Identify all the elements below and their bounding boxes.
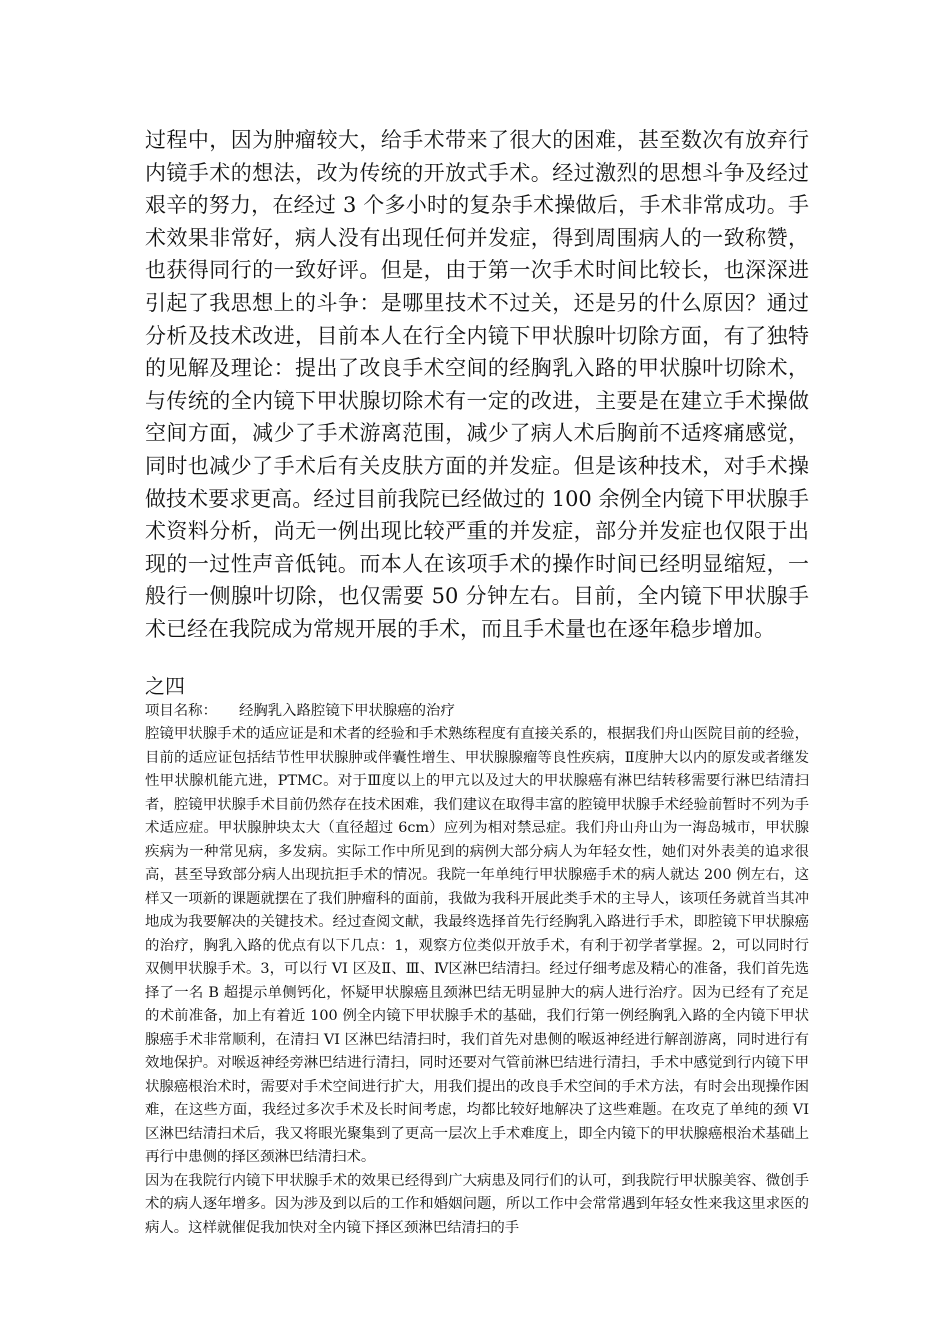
section-heading: 之四 (145, 673, 185, 698)
document-body (145, 124, 809, 1240)
body-paragraph-1: 腔镜甲状腺手术的适应证是和术者的经验和手术熟练程度有直接关系的，根据我们舟山医院目前的经验，目前的适应证包括结节性甲状腺肿或伴囊性增生、甲状腺腺瘤等良性疾病，Ⅱ度肿大以内的原发或者继发性甲状腺机能亢进，PTMC。对于Ⅲ度以上的甲亢以及过大的甲状腺癌有淋巴结转移需要行淋巴结清扫者，腔镜甲状腺手术目前仍然存在技术困难，我们建议在取得丰富的腔镜甲状腺手术经验前暂时不列为手术适应症。甲状腺肿块太大（直径超过 6cm）应列为相对禁忌症。我们舟山舟山为一海岛城市，甲状腺疾病为一种常见病，多发病。实际工作中所见到的病例大部分病人为年轻女性，她们对外表美的追求很高，甚至导致部分病人出现抗拒手术的情况。我院一年单纯行甲状腺癌手术的病人就达 200 例左右，这样又一项新的课题就摆在了我们肿瘤科的面前，我做为我科开展此类手术的主导人，该项任务就首当其冲地成为我要解决的关键技术。经过查阅文献，我最终选择首先行经胸乳入路进行手术，即腔镜下甲状腺癌的治疗，胸乳入路的优点有以下几点：1，观察方位类似开放手术，有利于初学者掌握。2，可以同时行双侧甲状腺手术。3，可以行 VI 区及Ⅱ、Ⅲ、Ⅳ区淋巴结清扫。经过仔细考虑及精心的准备，我们首先选择了一名 B 超提示单侧钙化，怀疑甲状腺癌且颈淋巴结无明显肿大的病人进行治疗。因为已经有了充足的术前准备，加上有着近 100 例全内镜下甲状腺手术的基础，我们行第一例经胸乳入路的全内镜下甲状腺癌手术非常顺利，在清扫 VI 区淋巴结清扫时，我们首先对患侧的喉返神经进行解剖游离，同时进行有效地保护。对喉返神经旁淋巴结进行清扫，同时还要对气管前淋巴结进行清扫，手术中感觉到行内镜下甲状腺癌根治术时，需要对手术空间进行扩大，用我们提出的改良手术空间的手术方法，有时会出现操作困难，在这些方面，我经过多次手术及长时间考虑，均都比较好地解决了这些难题。在攻克了单纯的颈 VI 区淋巴结清扫术后，我又将眼光聚集到了更高一层次上手术难度上，即全内镜下的甲状腺癌根治术基础上再行中患侧的择区颈淋巴结清扫术。 (145, 726, 809, 1165)
body-paragraph-2: 因为在我院行内镜下甲状腺手术的效果已经得到广大病患及同行们的认可，到我院行甲状腺美容、微创手术的病人逐年增多。因为涉及到以后的工作和婚姻问题，所以工作中会常常遇到年轻女性来我这里求医的病人。这样就催促我加快对全内镜下择区颈淋巴结清扫的手 (145, 1172, 809, 1236)
project-label: 项目名称： (145, 702, 217, 719)
intro-paragraph: 过程中，因为肿瘤较大，给手术带来了很大的困难，甚至数次有放弃行内镜手术的想法，改为传统的开放式手术。经过激烈的思想斗争及经过艰辛的努力，在经过 3 个多小时的复杂手术操做后，手术非常成功。手术效果非常好，病人没有出现任何并发症，得到周围病人的一致称赞，也获得同行的一致好评。但是，由于第一次手术时间比较长，也深深进引起了我思想上的斗争：是哪里技术不过关，还是另的什么原因？通过分析及技术改进，目前本人在行全内镜下甲状腺叶切除方面，有了独特的见解及理论：提出了改良手术空间的经胸乳入路的甲状腺叶切除术，与传统的全内镜下甲状腺切除术有一定的改进，主要是在建立手术操做空间方面，减少了手术游离范围，减少了病人术后胸前不适疼痛感觉，同时也减少了手术后有关皮肤方面的并发症。但是该种技术，对手术操做技术要求更高。经过目前我院已经做过的 100 余例全内镜下甲状腺手术资料分析，尚无一例出现比较严重的并发症，部分并发症也仅限于出现的一过性声音低钝。而本人在该项手术的操作时间已经明显缩短，一般行一侧腺叶切除，也仅需要 50 分钟左右。目前，全内镜下甲状腺手术已经在我院成为常规开展的手术，而且手术量也在逐年稳步增加。 (145, 128, 809, 641)
project-line (145, 700, 809, 724)
project-name: 经胸乳入路腔镜下甲状腺癌的治疗 (238, 702, 455, 719)
